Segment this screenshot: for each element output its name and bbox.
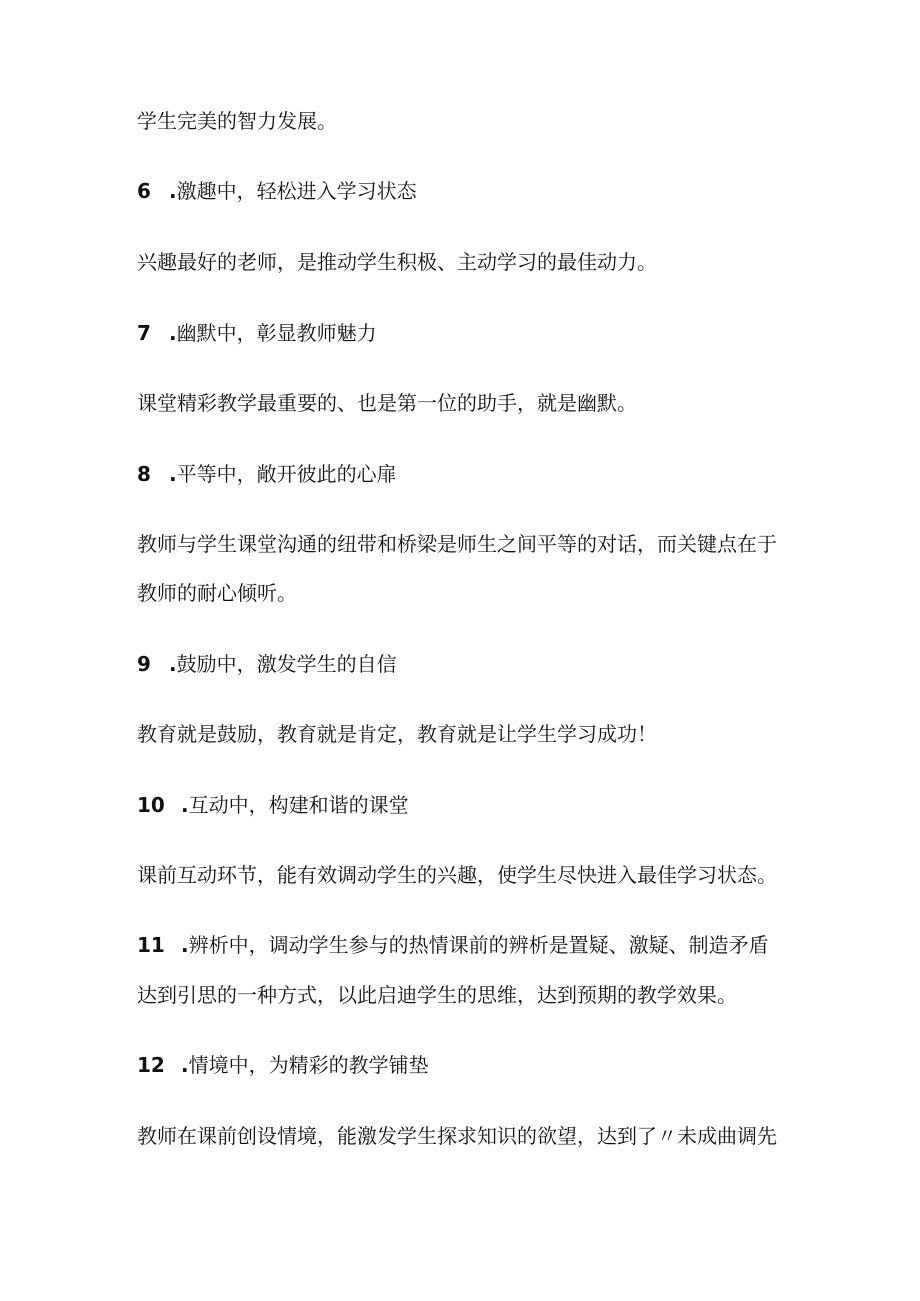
section-number: 9 xyxy=(137,652,151,676)
section-number: 10 xyxy=(137,793,165,817)
section-heading-9 xyxy=(137,650,397,678)
paragraph-line: 达到引思的一种方式，以此启迪学生的思维，达到预期的教学效果。 xyxy=(137,983,737,1007)
paragraph-line: 教师与学生课堂沟通的纽带和桥梁是师生之间平等的对话，而关键点在于 xyxy=(137,532,777,556)
paragraph-line: 教师的耐心倾听。 xyxy=(137,581,297,605)
section-dot: . xyxy=(169,321,177,345)
section-dot: . xyxy=(181,933,189,957)
section-title: 幽默中，彰显教师魅力 xyxy=(176,321,377,345)
section-heading-8 xyxy=(137,460,397,488)
paragraph-line: 学生完美的智力发展。 xyxy=(137,109,337,133)
section-title: 互动中，构建和谐的课堂 xyxy=(188,793,409,817)
paragraph-line: 课前互动环节，能有效调动学生的兴趣，使学生尽快进入最佳学习状态。 xyxy=(137,863,777,887)
paragraph-line: 兴趣最好的老师，是推动学生积极、主动学习的最佳动力。 xyxy=(137,250,657,274)
section-title: 鼓励中，激发学生的自信 xyxy=(176,652,397,676)
paragraph-line: 教育就是鼓励，教育就是肯定，教育就是让学生学习成功！ xyxy=(137,722,657,746)
section-heading-6 xyxy=(137,177,417,205)
section-heading-10 xyxy=(137,791,409,819)
section-heading-7 xyxy=(137,319,377,347)
section-dot: . xyxy=(169,652,177,676)
section-title: 辨析中，调动学生参与的热情课前的辨析是置疑、激疑、制造矛盾 xyxy=(188,933,769,957)
section-number: 11 xyxy=(137,933,165,957)
section-heading-11 xyxy=(137,931,769,959)
section-number: 6 xyxy=(137,179,151,203)
paragraph-line: 课堂精彩教学最重要的、也是第一位的助手，就是幽默。 xyxy=(137,391,637,415)
paragraph-line: 教师在课前创设情境，能激发学生探求知识的欲望，达到了〃未成曲调先 xyxy=(137,1124,777,1148)
section-title: 情境中，为精彩的教学铺垫 xyxy=(188,1053,429,1077)
section-dot: . xyxy=(181,1053,189,1077)
section-number: 8 xyxy=(137,462,151,486)
section-number: 12 xyxy=(137,1053,165,1077)
section-title: 激趣中，轻松进入学习状态 xyxy=(176,179,417,203)
section-title: 平等中，敞开彼此的心扉 xyxy=(176,462,397,486)
section-heading-12 xyxy=(137,1051,429,1079)
section-dot: . xyxy=(169,179,177,203)
section-dot: . xyxy=(181,793,189,817)
section-dot: . xyxy=(169,462,177,486)
section-number: 7 xyxy=(137,321,151,345)
